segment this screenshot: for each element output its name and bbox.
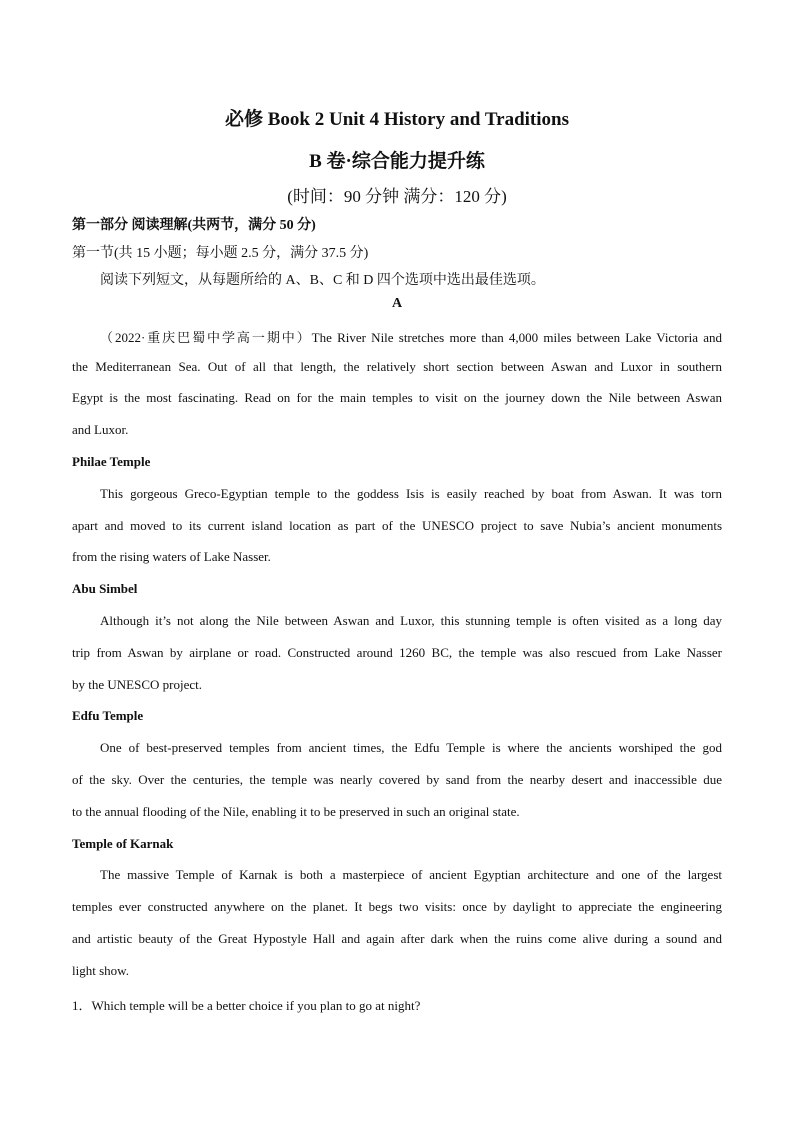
document-subtitle: B 卷·综合能力提升练: [309, 151, 485, 172]
passage-label: A: [391, 296, 403, 311]
paragraph-line: light show.: [72, 963, 129, 978]
paragraph-line: and artistic beauty of the Great Hypostyle Hall and again after dark when the ruins come alive during a sound and: [72, 931, 722, 946]
paragraph-line: the Mediterranean Sea. Out of all that length, the relatively short section between Aswan and Luxor in southern: [72, 359, 722, 374]
paragraph-line: apart and moved to its current island location as part of the UNESCO project to save Nubia’s ancient monuments: [72, 518, 722, 533]
paragraph-line: One of best-preserved temples from ancient times, the Edfu Temple is where the ancients worshiped the god: [100, 740, 722, 755]
paragraph-line: trip from Aswan by airplane or road. Constructed around 1260 BC, the temple was also rescued from Lake Nasser: [72, 645, 722, 660]
paragraph-line: Although it’s not along the Nile between Aswan and Luxor, this stunning temple is often visited as a long day: [100, 613, 722, 628]
question-item: 1．Which temple will be a better choice if you plan to go at night?: [72, 998, 421, 1013]
temple-heading: Philae Temple: [72, 454, 151, 469]
section-title: 第一节(共 15 小题；每小题 2.5 分，满分 37.5 分): [72, 246, 369, 261]
temple-heading: Temple of Karnak: [72, 836, 174, 851]
paragraph-line: Egypt is the most fascinating. Read on for the main temples to visit on the journey down the Nile between Aswan: [72, 390, 722, 405]
paragraph-line: from the rising waters of Lake Nasser.: [72, 549, 271, 564]
paragraph-line: to the annual flooding of the Nile, enabling it to be preserved in such an original state.: [72, 804, 520, 819]
temple-heading: Abu Simbel: [72, 581, 138, 596]
document-title: 必修 Book 2 Unit 4 History and Traditions: [225, 109, 569, 130]
paragraph-line: temples ever constructed anywhere on the planet. It begs two visits: once by daylight to appreciate the engineering: [72, 899, 722, 914]
temple-heading: Edfu Temple: [72, 708, 144, 723]
paragraph-line: by the UNESCO project.: [72, 677, 202, 692]
part-title: 第一部分 阅读理解(共两节，满分 50 分): [72, 218, 316, 233]
paragraph-line: This gorgeous Greco-Egyptian temple to the goddess Isis is easily reached by boat from Aswan. It was torn: [100, 486, 722, 501]
time-info: (时间：90 分钟 满分：120 分): [287, 187, 507, 206]
paragraph-line: （2022·重庆巴蜀中学高一期中）The River Nile stretches more than 4,000 miles between Lake Victoria and: [100, 330, 722, 345]
instruction-text: 阅读下列短文，从每题所给的 A、B、C 和 D 四个选项中选出最佳选项。: [100, 273, 545, 288]
paragraph-line: of the sky. Over the centuries, the temple was nearly covered by sand from the nearby desert and inaccessible due: [72, 772, 722, 787]
paragraph-line: and Luxor.: [72, 422, 129, 437]
paragraph-line: The massive Temple of Karnak is both a masterpiece of ancient Egyptian architecture and one of the largest: [100, 867, 722, 882]
